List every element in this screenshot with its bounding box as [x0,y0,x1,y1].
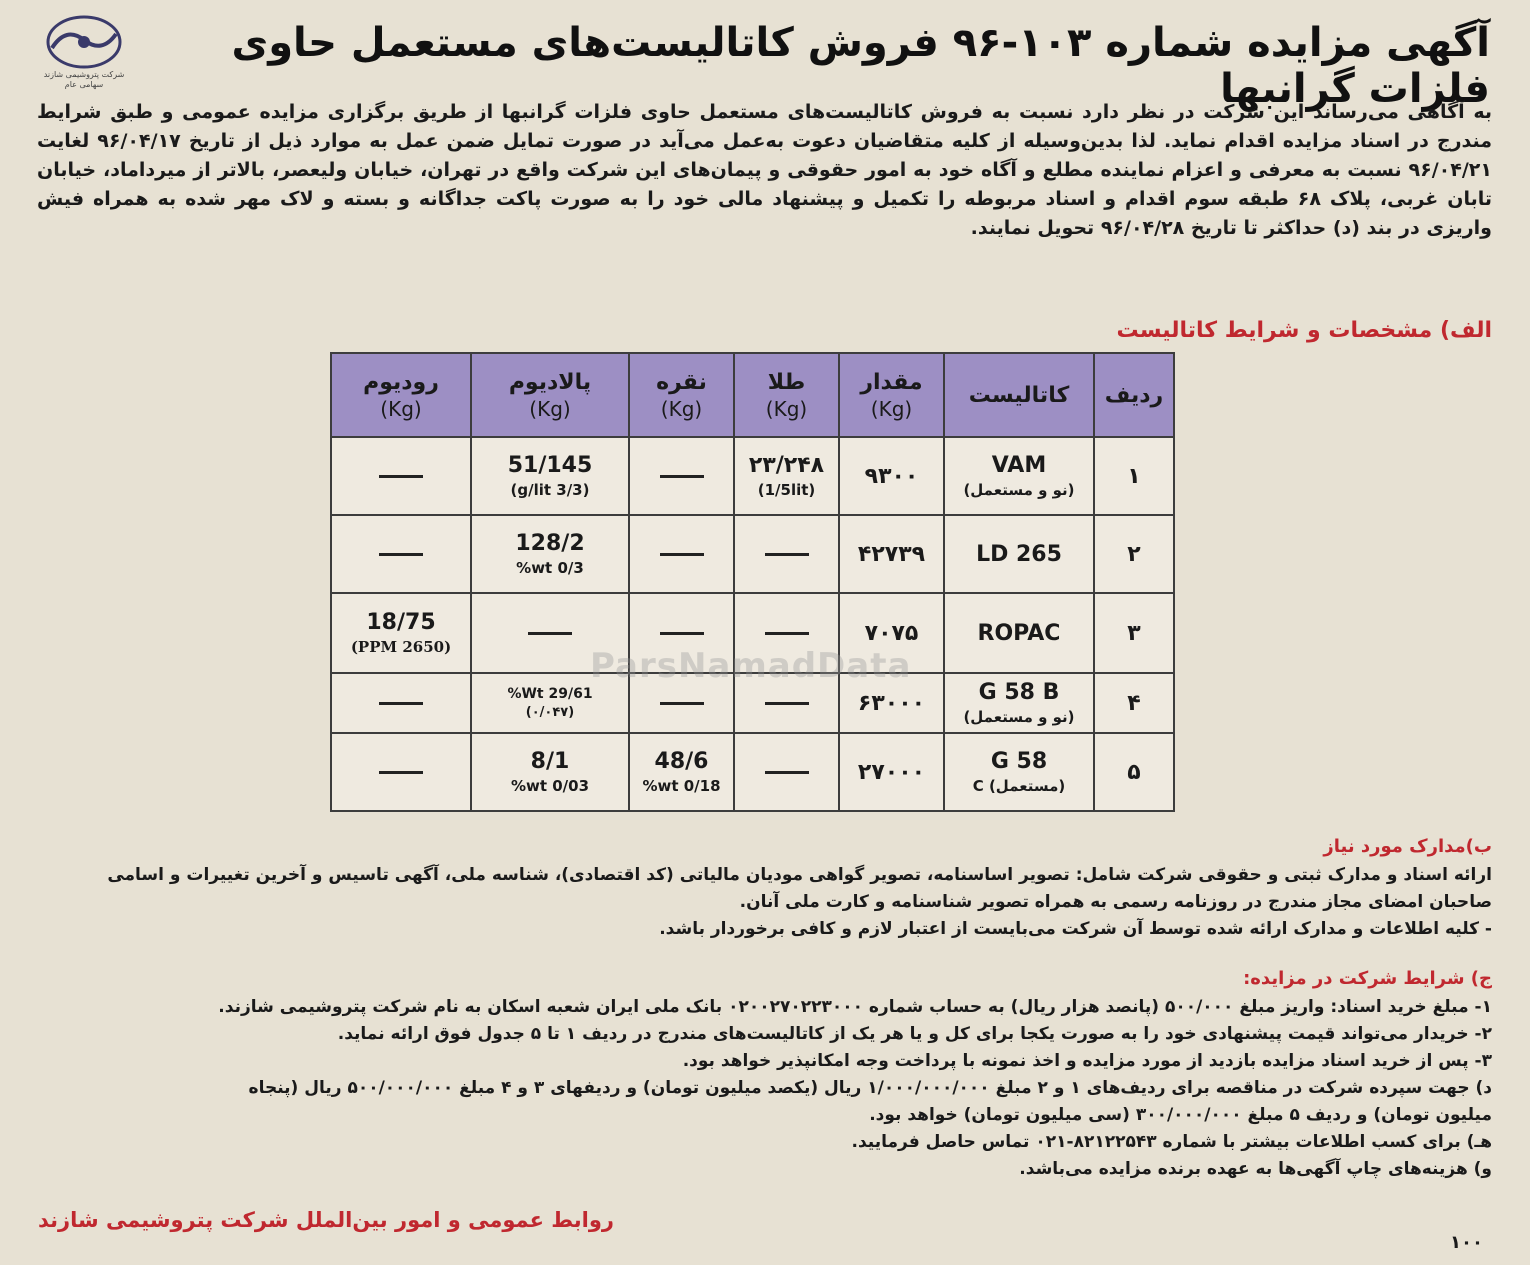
cell-catalyst: G 58 B (نو و مستعمل) [944,673,1094,733]
cell-num: ۲ [1094,515,1174,593]
cell-rhodium [331,673,471,733]
cell-catalyst: VAM (نو و مستعمل) [944,437,1094,515]
cell-catalyst: LD 265 [944,515,1094,593]
header-silver: نقره (Kg) [629,353,734,437]
cell-silver [629,437,734,515]
cell-num: ۵ [1094,733,1174,811]
table-row [331,733,1174,811]
cell-rhodium [331,733,471,811]
cell-palladium: 51/145 (3/3 g/lit) [471,437,629,515]
section-c-line: و) هزینه‌های چاپ آگهی‌ها به عهده برنده مزایده می‌باشد. [1019,1159,1492,1179]
empty-dash [379,553,423,556]
cell-rhodium [331,515,471,593]
empty-dash [379,702,423,705]
cell-qty: ۲۷۰۰۰ [839,733,944,811]
section-c-line: ۲- خریدار می‌تواند قیمت پیشنهادی خود را به صورت یکجا برای کل و یا هر یک از کاتالیست‌های مندرج در ردیف ۱ تا ۵ جدول فوق ارائه نماید. [337,1024,1492,1044]
cell-rhodium [331,437,471,515]
empty-dash [528,632,572,635]
empty-dash [765,702,809,705]
cell-gold [734,515,839,593]
cell-qty: ۶۳۰۰۰ [839,673,944,733]
section-c-line: ۳- پس از خرید اسناد مزایده بازدید از مورد مزایده و اخذ نمونه با پرداخت وجه امکانپذیر خواهد بود. [682,1051,1492,1071]
cell-gold [734,733,839,811]
watermark: ParsNamadData [590,646,912,686]
empty-dash [660,632,704,635]
empty-dash [660,702,704,705]
section-c-line: ۱- مبلغ خرید اسناد: واریز مبلغ ۵۰۰/۰۰۰ (پانصد هزار ریال) به حساب شماره ۰۲۰۰۲۷۰۲۲۳۰۰۰ بانک ملی ایران شعبه اسکان به نام شرکت پتروشیمی شازند. [218,997,1492,1017]
section-a-heading: الف) مشخصات و شرایط کاتالیست [1116,318,1492,343]
logo-caption-1: شرکت پتروشیمی شازند [43,70,125,79]
header-gold: طلا (Kg) [734,353,839,437]
company-logo [42,14,126,98]
header-palladium: پالادیوم (Kg) [471,353,629,437]
cell-palladium: 29/61 Wt% (۰/۰۴۷) [471,673,629,733]
page-number: ۱۰۰ [1450,1232,1483,1253]
table-row [331,515,1174,593]
section-b-heading: ب)مدارک مورد نیاز [1323,836,1492,857]
table-header-row [331,353,1174,437]
cell-palladium: 128/2 0/3 wt% [471,515,629,593]
cell-gold: ۲۳/۲۴۸ (1/5lit) [734,437,839,515]
cell-num: ۳ [1094,593,1174,673]
cell-qty: ۷۰۷۵ [839,593,944,673]
cell-palladium: 8/1 0/03 wt% [471,733,629,811]
section-b-body [37,862,1492,943]
section-c-line: د) جهت سپرده شرکت در مناقصه برای ردیف‌های ۱ و ۲ مبلغ ۱/۰۰۰/۰۰۰/۰۰۰ ریال (یکصد میلیون تومان) و ردیفهای ۳ و ۴ مبلغ ۵۰۰/۰۰۰/۰۰۰ ریال (پنجاه [248,1078,1492,1098]
empty-dash [765,553,809,556]
section-c-line: هـ) برای کسب اطلاعات بیشتر با شماره ۸۲۱۲۲۵۴۳-۰۲۱ تماس حاصل فرمایید. [851,1132,1492,1152]
table-row [331,437,1174,515]
page-title: آگهی مزایده شماره ۱۰۳-۹۶ فروش کاتالیست‌های مستعمل حاوی فلزات گرانبها [231,20,1490,112]
cell-silver [629,515,734,593]
section-b-line: - کلیه اطلاعات و مدارک ارائه شده توسط آن شرکت می‌بایست از اعتبار لازم و کافی برخوردار باشد. [659,919,1492,939]
cell-catalyst: G 58 (مستعمل) C [944,733,1094,811]
empty-dash [765,771,809,774]
cell-rhodium: 18/75 (2650 PPM) [331,593,471,673]
cell-qty: ۹۳۰۰ [839,437,944,515]
catalyst-table [330,352,1175,812]
section-c-line: میلیون تومان) و ردیف ۵ مبلغ ۳۰۰/۰۰۰/۰۰۰ (سی میلیون تومان) خواهد بود. [869,1105,1492,1125]
empty-dash [379,771,423,774]
cell-qty: ۴۲۷۳۹ [839,515,944,593]
empty-dash [660,475,704,478]
section-c-body [37,994,1492,1183]
header-catalyst: کاتالیست [944,353,1094,437]
cell-num: ۴ [1094,673,1174,733]
section-b-line: ارائه اسناد و مدارک ثبتی و حقوقی شرکت شامل: تصویر اساسنامه، تصویر گواهی مودیان مالیاتی (کد اقتصادی)، شناسه ملی، آگهی تاسیس و آخرین تغییرات و اسامی [107,865,1492,885]
section-c-heading: ج) شرایط شرکت در مزایده: [1243,968,1492,989]
section-b-line: صاحبان امضای مجاز مندرج در روزنامه رسمی به همراه تصویر شناسنامه و کارت ملی آنان. [739,892,1492,912]
empty-dash [765,632,809,635]
logo-caption-2: سهامی عام [64,80,104,89]
cell-num: ۱ [1094,437,1174,515]
empty-dash [379,475,423,478]
cell-catalyst: ROPAC [944,593,1094,673]
intro-paragraph: به آگاهی می‌رساند این شرکت در نظر دارد نسبت به فروش کاتالیست‌های مستعمل حاوی فلزات گرانبها از طریق برگزاری مزایده عمومی و طبق شرایط مندرج در اسناد مزایده اقدام نماید. لذا بدین‌وسیله از کلیه متقاضیان دعوت به‌عمل می‌آید در صورت تمایل ضمن عمل به موارد ذیل از تاریخ ۹۶/۰۴/۱۷ لغایت ۹۶/۰۴/۲۱ نسبت به معرفی و اعزام نماینده مطلع و آگاه خود به امور حقوقی و پیمان‌های این شرکت واقع در تهران، خیابان ولیعصر، بالاتر از میرداماد، خیابان تابان غربی، پلاک ۶۸ طبقه سوم اقدام و اسناد مربوطه را تکمیل و پیشنهاد مالی خود را به صورت پاکت جداگانه و بسته و لاک مهر شده به همراه فیش واریزی در بند (د) حداکثر تا تاریخ ۹۶/۰۴/۲۸ تحویل نمایند. [37,101,1492,239]
logo-emblem-icon [44,14,124,70]
footer-signature: روابط عمومی و امور بین‌الملل شرکت پتروشیمی شازند [38,1208,614,1232]
empty-dash [660,553,704,556]
header-row-num: ردیف [1094,353,1174,437]
cell-silver: 48/6 0/18 wt% [629,733,734,811]
header-rhodium: رودیوم (Kg) [331,353,471,437]
header-quantity: مقدار (Kg) [839,353,944,437]
